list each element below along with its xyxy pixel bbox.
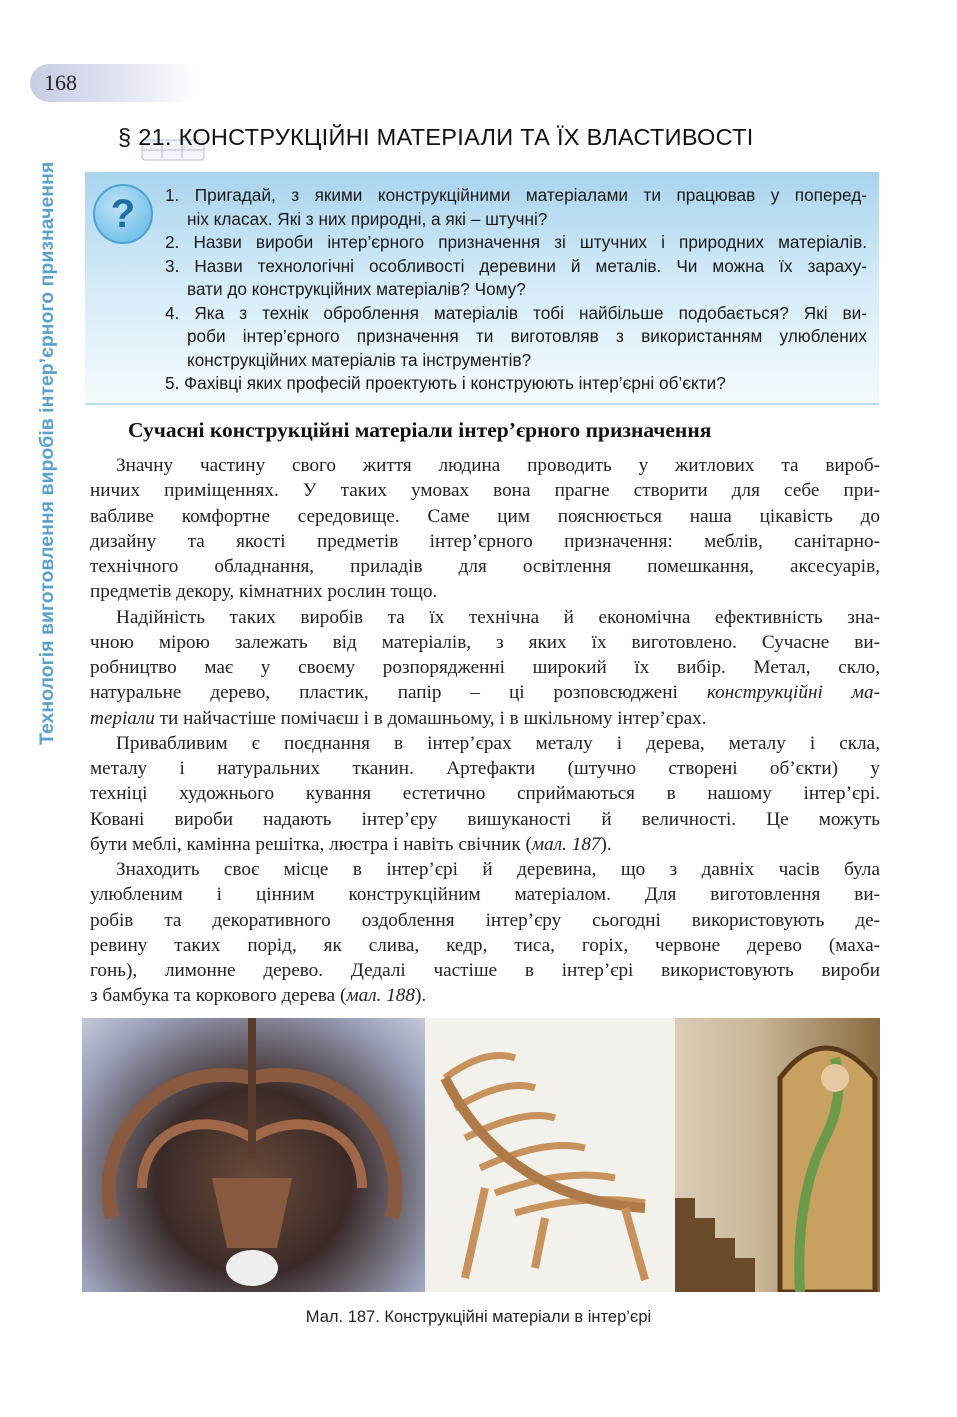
section-title: § 21. КОНСТРУКЦІЙНІ МАТЕРІАЛИ ТА ЇХ ВЛАСТИВОСТІ	[118, 124, 754, 150]
question-line: конструкційних матеріалів та інструментів?	[187, 349, 532, 370]
question-line: ніх класах. Які з них природні, а які – штучні?	[187, 208, 548, 229]
paragraph-line: вабливе комфортне середовище. Саме цим пояснюється наша цікавість до	[90, 505, 880, 527]
paragraph-line: технічного обладнання, приладів для освітлення помешкання, аксесуарів,	[90, 556, 880, 577]
question-line: вати до конструкційних матеріалів? Чому?	[187, 279, 526, 299]
paragraph-line: Ковані вироби надають інтер’єру вишуканості й величності. Це можуть	[90, 808, 880, 830]
body-text	[90, 453, 880, 1009]
forged-chandelier-image	[82, 1018, 425, 1292]
questions-list	[165, 184, 867, 396]
paragraph-line: техніці художнього кування естетично сприймаються в нашому інтер’єрі.	[90, 783, 880, 805]
paragraph-line: Привабливим є поєднання в інтер’єрах металу і дерева, металу і скла,	[116, 732, 880, 754]
question-line: 4. Яка з технік оброблення матеріалів тобі найбільше подобається? Які ви-	[165, 302, 867, 323]
paragraph-line: Знаходить своє місце в інтер’єрі й деревина, що з давніх часів була	[116, 859, 880, 880]
paragraph-line: дизайну та якості предметів інтер’єрного призначення: меблів, санітарно-	[90, 530, 880, 552]
paragraph-line: натуральне дерево, пластик, папір – ці розповсюджені конструкційні ма-	[90, 682, 880, 704]
question-line: 1. Пригадай, з якими конструкційними матеріалами ти працював у поперед-	[165, 185, 867, 205]
paragraph-line: робництво має у своєму розпорядженні широкий їх вибір. Метал, скло,	[90, 657, 880, 678]
paragraph-line: предметів декору, кімнатних рослин тощо.	[90, 581, 438, 603]
paragraph-line: теріали ти найчастіше помічаєш і в домашньому, і в шкільному інтер’єрах.	[90, 707, 707, 729]
stained-glass-staircase-image	[675, 1018, 880, 1292]
paragraph-line: металу і натуральних тканин. Артефакти (штучно створені об’єкти) у	[90, 758, 880, 779]
paragraph-line: Значну частину свого життя людина проводить у житлових та вироб-	[116, 455, 880, 476]
figure-caption: Мал. 187. Конструкційні матеріали в інтер’єрі	[305, 1308, 652, 1326]
question-line: 2. Назви вироби інтер’єрного призначення зі штучних і природних матеріалів.	[165, 232, 867, 252]
question-line: 3. Назви технологічні особливості деревини й металів. Чи можна їх зараху-	[165, 255, 867, 276]
question-line: 5. Фахівці яких професій проектують і конструюють інтер’єрні об’єкти?	[165, 373, 726, 393]
paragraph-line: гонь), лимонне дерево. Дедалі частіше в інтер’єрі використовують вироби	[90, 960, 880, 981]
paragraph-line: ревину таких порід, як слива, кедр, тиса, горіх, червоне дерево (маха-	[90, 934, 880, 956]
wooden-chair-image	[425, 1018, 675, 1292]
paragraph-line: улюбленим і цінним конструкційним матеріалом. Для виготовлення ви-	[90, 884, 880, 906]
page-number-badge	[30, 64, 200, 102]
subheading: Сучасні конструкційні матеріали інтер’єрного призначення	[128, 418, 712, 442]
paragraph-line: робів та декоративного оздоблення інтер’єру сьогодні використовують де-	[90, 909, 880, 931]
page-number: 168	[44, 70, 77, 95]
question-line: роби інтер’єрного призначення ти виготовляв з використанням улюблених	[187, 326, 867, 346]
paragraph-line: чною мірою залежать від матеріалів, з яких їх виготовлено. Сучасне ви-	[90, 631, 880, 653]
paragraph-line: бути меблі, камінна решітка, люстра і навіть свічник (мал. 187).	[90, 833, 612, 855]
paragraph-line: Надійність таких виробів та їх технічна й економічна ефективність зна-	[116, 606, 880, 628]
paragraph-line: з бамбука та коркового дерева (мал. 188).	[90, 985, 427, 1007]
paragraph-line: ничих приміщеннях. У таких умовах вона прагне створити для себе при-	[90, 480, 880, 502]
question-mark-icon: ?	[93, 184, 153, 244]
side-chapter-title: Технологія виготовлення виробів інтер’єрного призначення	[36, 161, 58, 745]
questions-box	[85, 172, 879, 405]
